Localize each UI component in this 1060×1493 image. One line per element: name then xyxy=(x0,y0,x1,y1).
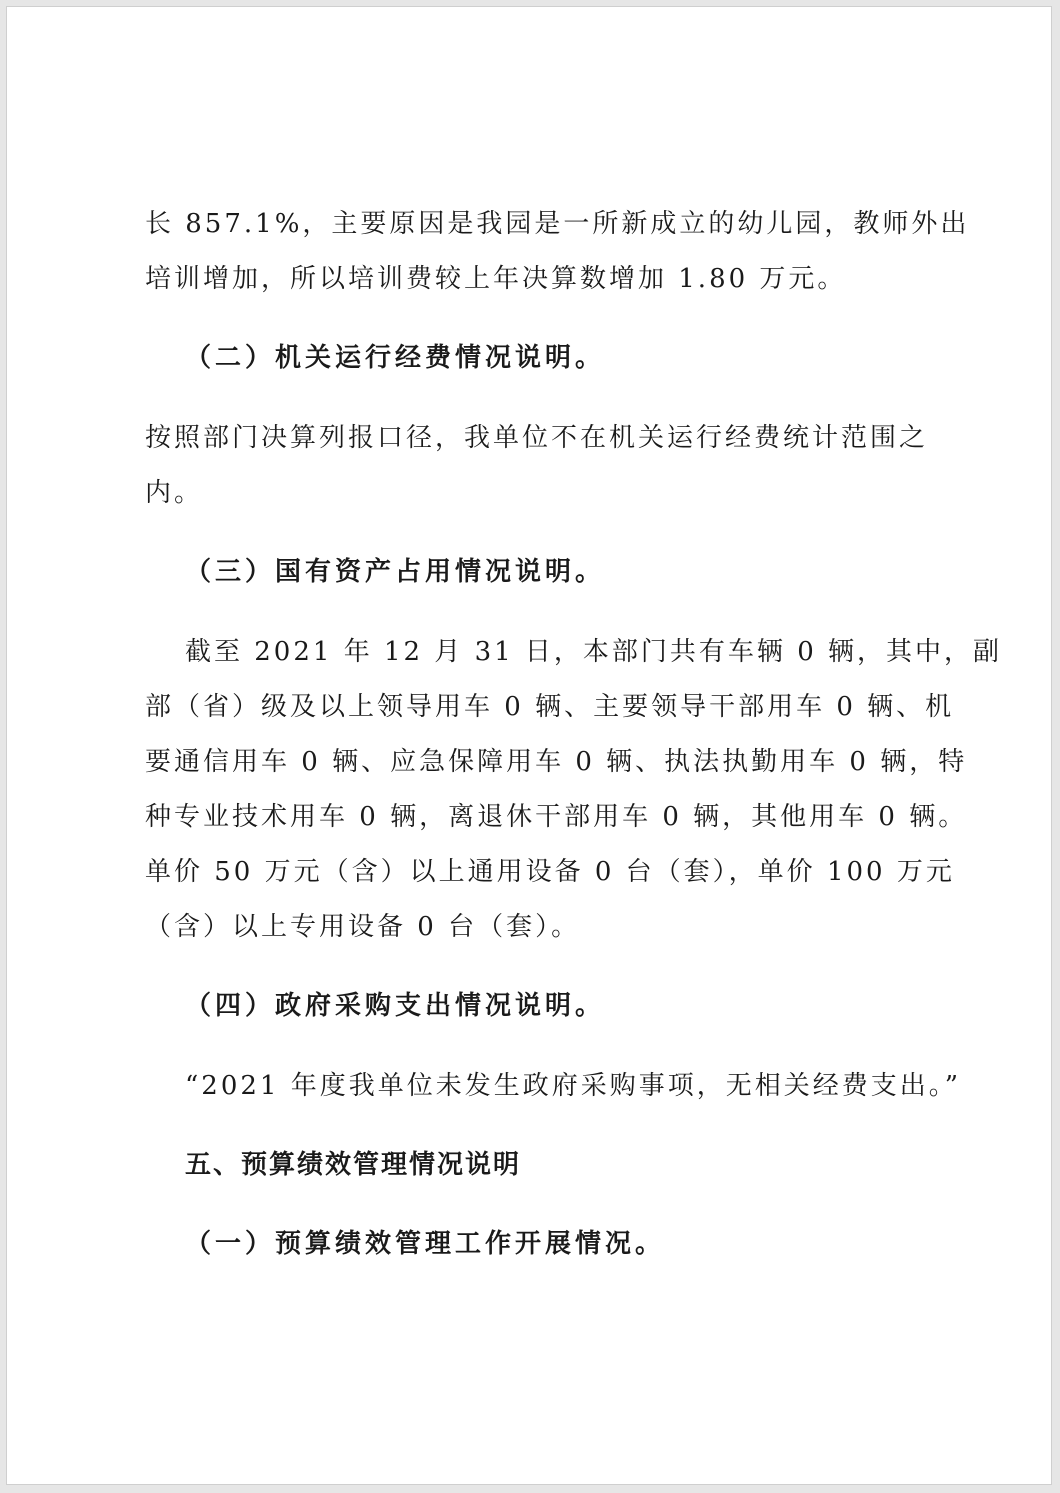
text-line: 要通信用车 0 辆、应急保障用车 0 辆、执法执勤用车 0 辆，特 xyxy=(145,747,968,777)
text-line: 截至 2021 年 12 月 31 日，本部门共有车辆 0 辆，其中，副 xyxy=(185,637,1002,667)
text-line: 培训增加，所以培训费较上年决算数增加 1.80 万元。 xyxy=(145,264,847,294)
text-line: （含）以上专用设备 0 台（套）。 xyxy=(145,912,581,942)
text-line: 单价 50 万元（含）以上通用设备 0 台（套），单价 100 万元 xyxy=(145,857,955,887)
text-line: “2021 年度我单位未发生政府采购事项，无相关经费支出。” xyxy=(185,1071,962,1101)
section-title: （三）国有资产占用情况说明。 xyxy=(185,557,606,587)
text-line: 种专业技术用车 0 辆，离退休干部用车 0 辆，其他用车 0 辆。 xyxy=(145,802,968,832)
section-title: （四）政府采购支出情况说明。 xyxy=(185,991,606,1021)
text-line: 部（省）级及以上领导用车 0 辆、主要领导干部用车 0 辆、机 xyxy=(145,692,955,722)
section-title: （一）预算绩效管理工作开展情况。 xyxy=(185,1229,666,1259)
text-line: 按照部门决算列报口径，我单位不在机关运行经费统计范围之 xyxy=(145,423,929,453)
document-page xyxy=(6,6,1052,1485)
text-line: 内。 xyxy=(145,478,204,508)
chapter-heading: 五、预算绩效管理情况说明 xyxy=(185,1150,522,1180)
section-title: （二）机关运行经费情况说明。 xyxy=(185,343,606,373)
text-line: 长 857.1%，主要原因是我园是一所新成立的幼儿园，教师外出 xyxy=(145,209,970,239)
